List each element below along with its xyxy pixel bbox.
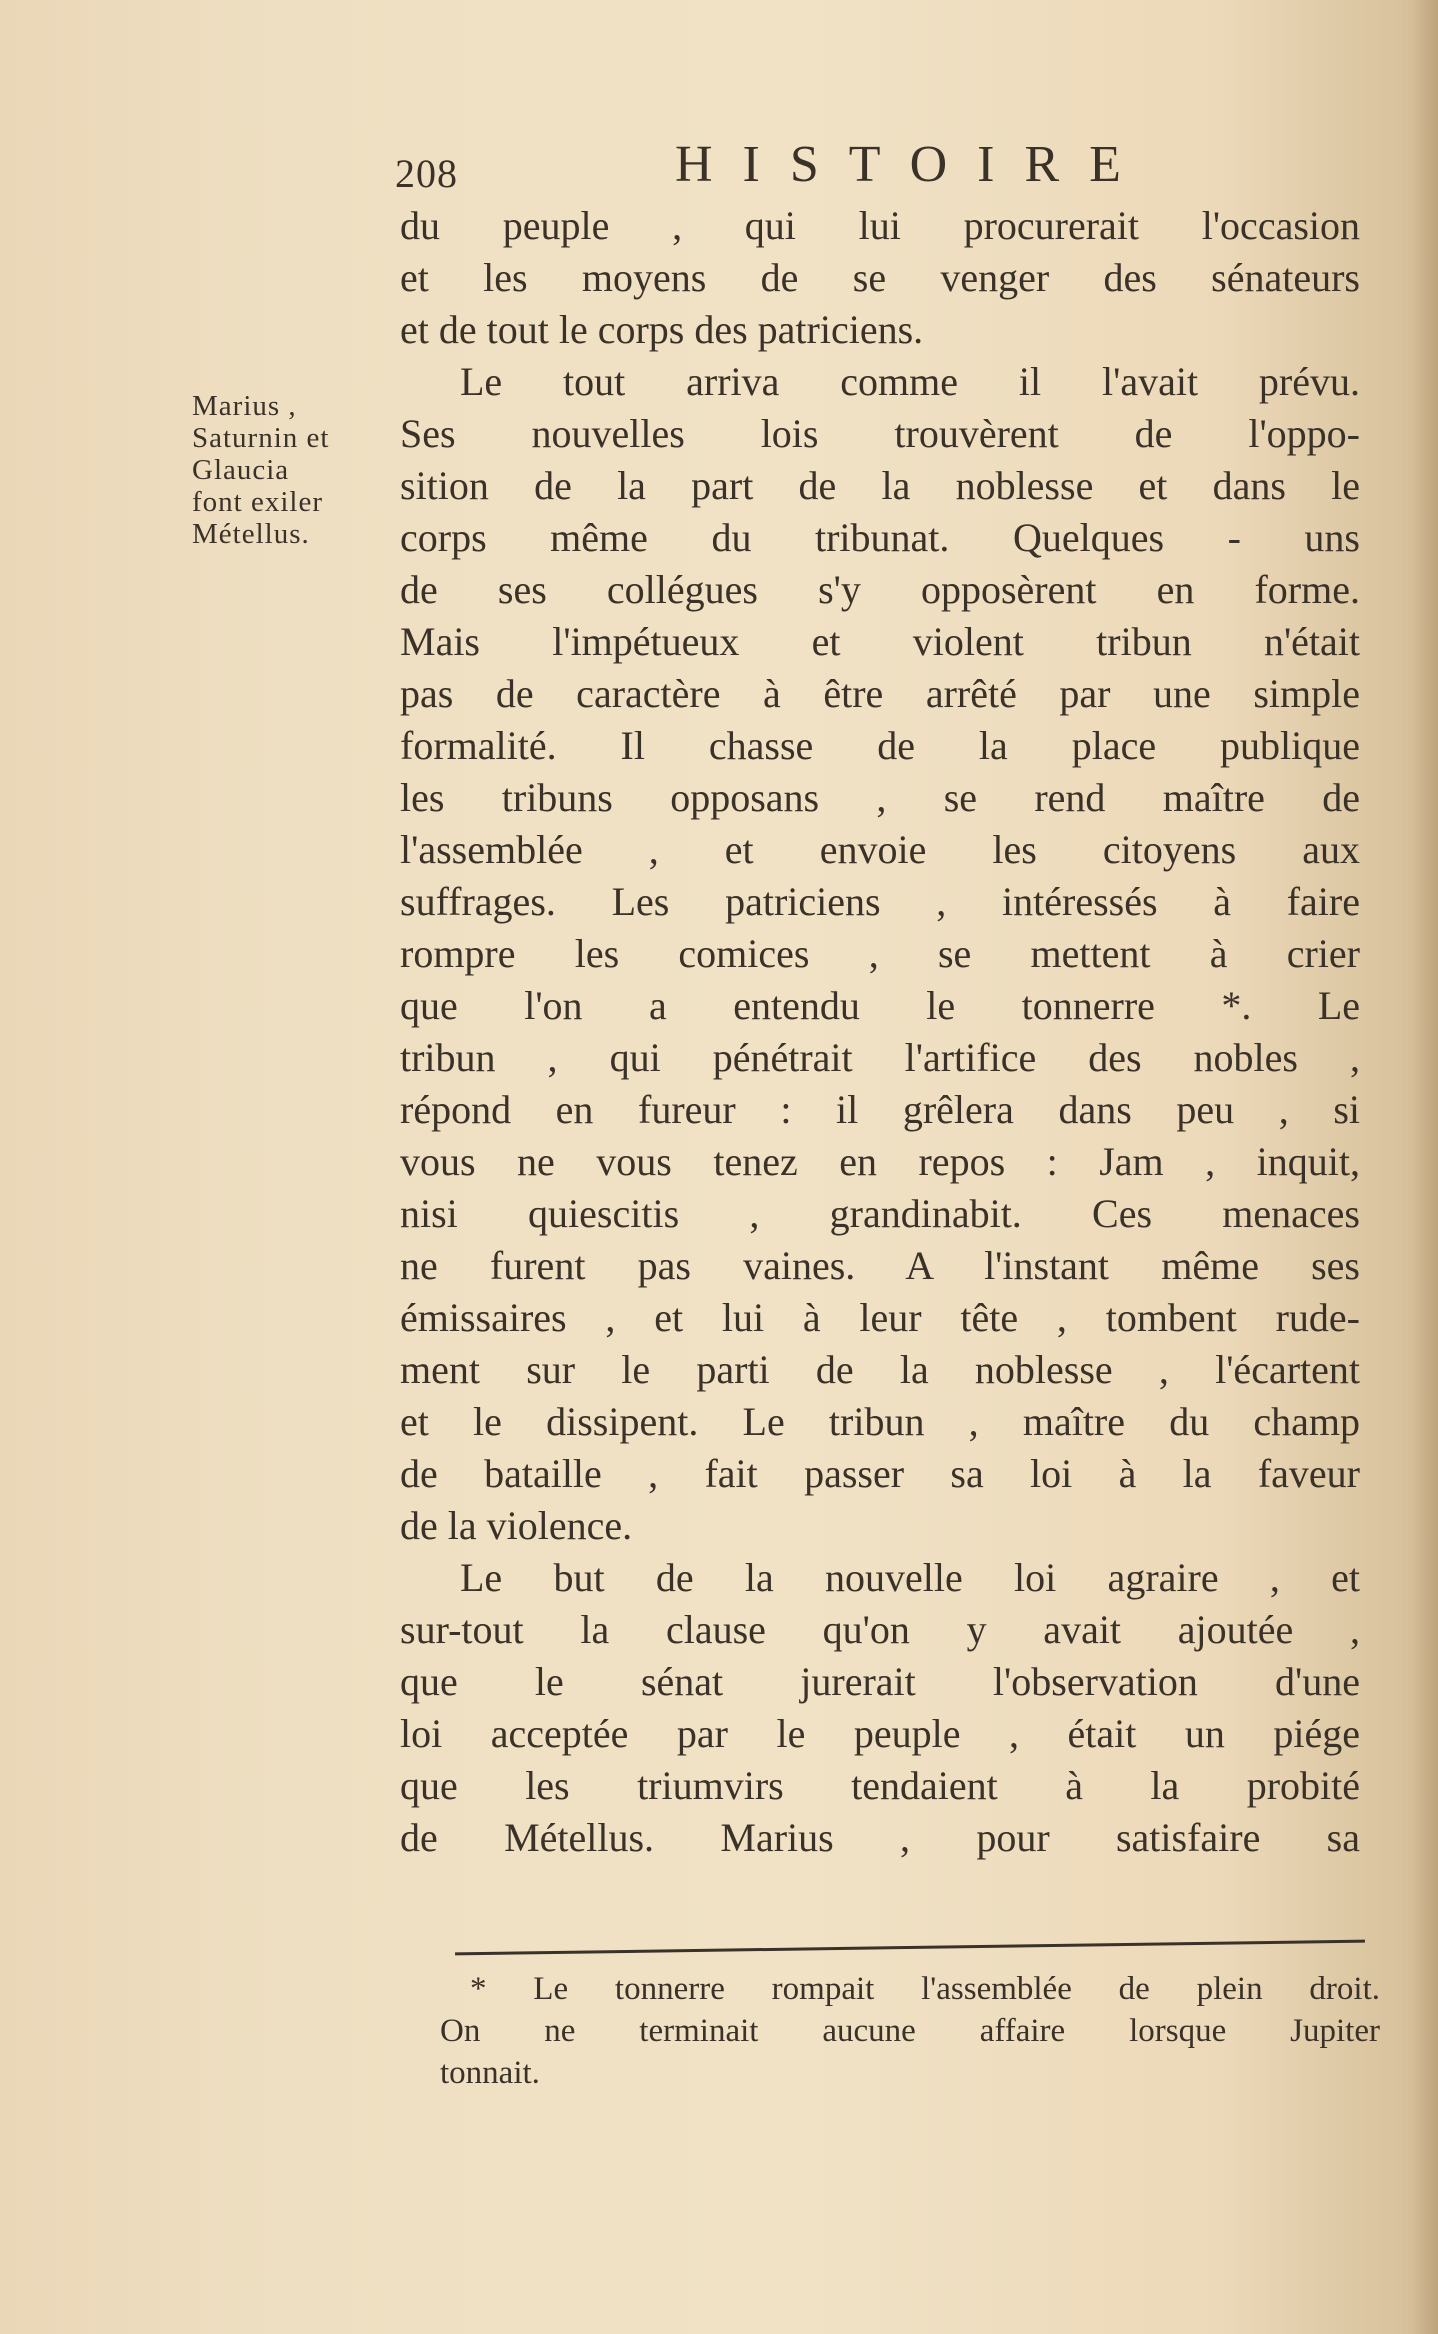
footnote-line: On ne terminait aucune affaire lorsque Jupiter — [440, 2013, 1380, 2049]
text-line: de la violence. — [400, 1503, 633, 1548]
text-line: loi acceptée par le peuple , était un piége — [400, 1711, 1360, 1756]
running-head — [395, 130, 1155, 200]
text-line: rompre les comices , se mettent à crier — [400, 931, 1360, 976]
text-line: ne furent pas vaines. A l'instant même ses — [400, 1243, 1360, 1288]
footnote — [440, 1968, 1380, 2094]
margin-note-line: Saturnin et — [192, 422, 330, 454]
text-line: que le sénat jurerait l'observation d'une — [400, 1659, 1360, 1704]
text-line: émissaires , et lui à leur tête , tombent rude- — [400, 1295, 1360, 1340]
text-line: les tribuns opposans , se rend maître de — [400, 775, 1360, 820]
text-line: vous ne vous tenez en repos : Jam , inquit, — [400, 1139, 1360, 1184]
footnote-line: * Le tonnerre rompait l'assemblée de plein droit. — [470, 1971, 1380, 2007]
text-line: ment sur le parti de la noblesse , l'écartent — [400, 1347, 1360, 1392]
running-title: HISTOIRE — [675, 136, 1151, 193]
text-line: et les moyens de se venger des sénateurs — [400, 255, 1360, 300]
margin-note — [192, 390, 402, 550]
text-line: du peuple , qui lui procurerait l'occasion — [400, 203, 1360, 248]
text-line: que les triumvirs tendaient à la probité — [400, 1763, 1360, 1808]
text-line: nisi quiescitis , grandinabit. Ces menaces — [400, 1191, 1360, 1236]
text-line: formalité. Il chasse de la place publique — [400, 723, 1360, 768]
text-line: tribun , qui pénétrait l'artifice des nobles , — [400, 1035, 1360, 1080]
margin-note-line: Métellus. — [192, 518, 310, 550]
body-text — [400, 200, 1360, 1864]
page-number: 208 — [395, 151, 458, 196]
text-line: de Métellus. Marius , pour satisfaire sa — [400, 1815, 1360, 1860]
text-line: pas de caractère à être arrêté par une simple — [400, 671, 1360, 716]
text-line: et de tout le corps des patriciens. — [400, 307, 924, 352]
footnote-line: tonnait. — [440, 2055, 540, 2091]
text-line: Ses nouvelles lois trouvèrent de l'oppo- — [400, 411, 1360, 456]
paragraph-start-line: Le but de la nouvelle loi agraire , et — [460, 1555, 1360, 1600]
text-line: suffrages. Les patriciens , intéressés à faire — [400, 879, 1360, 924]
text-line: de ses collégues s'y opposèrent en forme. — [400, 567, 1360, 612]
text-line: et le dissipent. Le tribun , maître du champ — [400, 1399, 1360, 1444]
margin-note-line: font exiler — [192, 486, 323, 518]
text-line: sition de la part de la noblesse et dans le — [400, 463, 1360, 508]
text-line: l'assemblée , et envoie les citoyens aux — [400, 827, 1360, 872]
page-edge-shadow — [1412, 0, 1438, 2334]
margin-note-line: Marius , — [192, 390, 297, 422]
text-line: sur-tout la clause qu'on y avait ajoutée , — [400, 1607, 1360, 1652]
text-line: répond en fureur : il grêlera dans peu , si — [400, 1087, 1360, 1132]
text-line: Mais l'impétueux et violent tribun n'était — [400, 619, 1360, 664]
text-line: que l'on a entendu le tonnerre *. Le — [400, 983, 1360, 1028]
footnote-rule — [455, 1940, 1365, 1956]
text-line: corps même du tribunat. Quelques - uns — [400, 515, 1360, 560]
margin-note-line: Glaucia — [192, 454, 290, 486]
text-line: de bataille , fait passer sa loi à la faveur — [400, 1451, 1360, 1496]
paragraph-start-line: Le tout arriva comme il l'avait prévu. — [460, 359, 1360, 404]
